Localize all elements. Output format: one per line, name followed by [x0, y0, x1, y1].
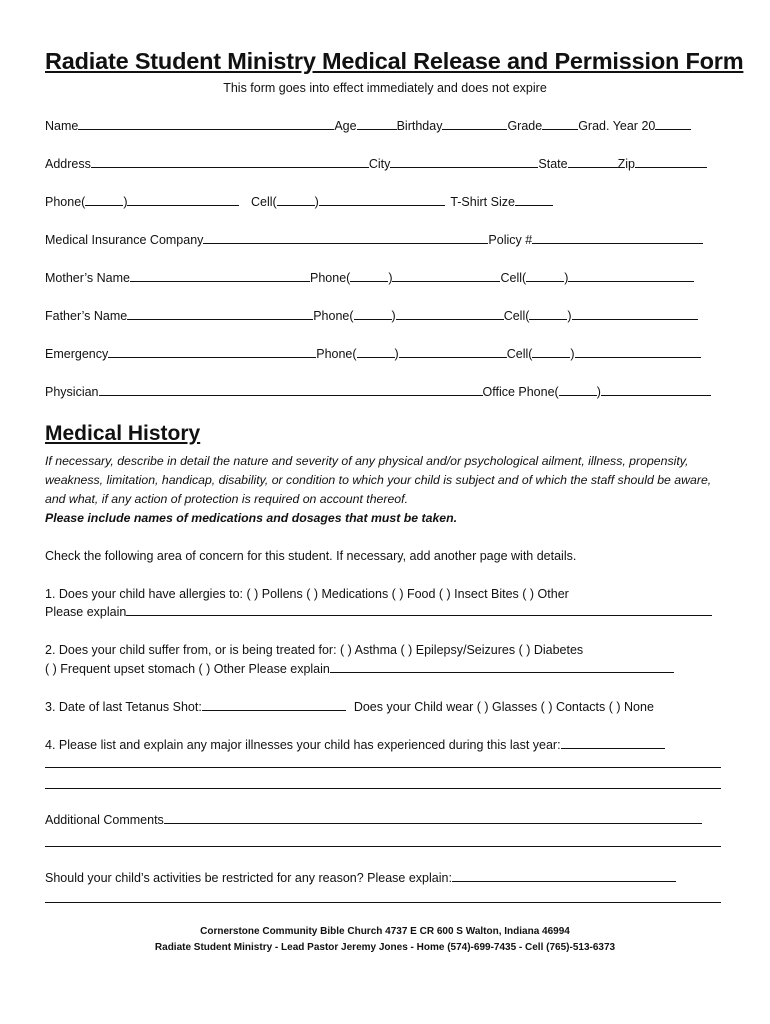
question-1-explain-row	[45, 604, 712, 620]
mother-phone-field[interactable]	[392, 270, 500, 282]
q2-explain-field[interactable]	[330, 661, 674, 673]
age-field[interactable]	[357, 118, 397, 130]
close-paren: )	[391, 309, 396, 323]
restricted-label: Should your child’s activities be restricted for any reason? Please explain:	[45, 871, 452, 885]
mother-cell-label: Cell(	[500, 271, 527, 285]
physician-label: Physician	[45, 385, 99, 399]
emergency-phone-area-field[interactable]	[357, 346, 395, 358]
emergency-name-field[interactable]	[108, 346, 316, 358]
zip-field[interactable]	[635, 156, 707, 168]
physician-row	[45, 384, 711, 400]
age-label: Age	[334, 119, 357, 133]
address-row	[45, 156, 707, 172]
instructions-text: Check the following area of concern for this student. If necessary, add another page with details.	[45, 549, 577, 563]
close-paren: )	[567, 309, 572, 323]
comments-answer-line[interactable]	[45, 846, 721, 847]
mother-cell-area-field[interactable]	[526, 270, 564, 282]
close-paren: )	[388, 271, 393, 285]
question-2-explain-row	[45, 661, 674, 677]
father-phone-field[interactable]	[396, 308, 504, 320]
q4-answer-line-1[interactable]	[45, 767, 721, 768]
description-bold-text: Please include names of medications and dosages that must be taken.	[45, 511, 458, 525]
cell-area-field[interactable]	[277, 194, 315, 206]
restricted-row	[45, 870, 676, 886]
close-paren: )	[564, 271, 569, 285]
close-paren: )	[596, 385, 601, 399]
address-field[interactable]	[91, 156, 369, 168]
birthday-label: Birthday	[396, 119, 443, 133]
cell-close: )	[314, 195, 319, 209]
mother-name-field[interactable]	[130, 270, 310, 282]
father-row	[45, 308, 698, 324]
name-field[interactable]	[78, 118, 334, 130]
emergency-cell-field[interactable]	[575, 346, 701, 358]
comments-label: Additional Comments	[45, 813, 164, 827]
question-4-row	[45, 737, 665, 753]
emergency-cell-label: Cell(	[506, 347, 533, 361]
q1-explain-label: Please explain	[45, 605, 127, 619]
mother-phone-label: Phone(	[310, 271, 351, 285]
grad-year-field[interactable]	[655, 118, 691, 130]
mother-phone-area-field[interactable]	[350, 270, 388, 282]
policy-field[interactable]	[532, 232, 703, 244]
restricted-answer-line[interactable]	[45, 902, 721, 903]
phone-close: )	[123, 195, 128, 209]
form-title: Radiate Student Ministry Medical Release and Permission Form	[45, 48, 744, 74]
office-phone-field[interactable]	[601, 384, 711, 396]
emergency-label: Emergency	[45, 347, 109, 361]
city-field[interactable]	[390, 156, 538, 168]
q2-explain-label: ( ) Frequent upset stomach ( ) Other Please explain	[45, 662, 330, 676]
comments-field[interactable]	[164, 812, 702, 824]
physician-field[interactable]	[99, 384, 483, 396]
state-label: State	[538, 157, 568, 171]
city-label: City	[368, 157, 391, 171]
q4-field[interactable]	[561, 737, 665, 749]
footer-contact-info: Radiate Student Ministry - Lead Pastor Jeremy Jones - Home (574)-699-7435 - Cell (765)-513-6373	[154, 942, 616, 953]
policy-label: Policy #	[488, 233, 533, 247]
mother-row	[45, 270, 694, 286]
mother-label: Mother’s Name	[45, 271, 130, 285]
phone-row	[45, 194, 553, 210]
question-3-row	[45, 699, 654, 715]
close-paren: )	[394, 347, 399, 361]
footer-church-address: Cornerstone Community Bible Church 4737 E CR 600 S Walton, Indiana 46994	[200, 926, 570, 937]
cell-field[interactable]	[319, 194, 445, 206]
birthday-field[interactable]	[442, 118, 507, 130]
name-label: Name	[45, 119, 79, 133]
state-field[interactable]	[568, 156, 618, 168]
phone-label: Phone(	[45, 195, 86, 209]
address-label: Address	[45, 157, 91, 171]
father-cell-area-field[interactable]	[529, 308, 567, 320]
father-name-field[interactable]	[127, 308, 313, 320]
tshirt-label: T-Shirt Size	[450, 195, 515, 209]
q4-label: 4. Please list and explain any major illnesses your child has experienced during this last year:	[45, 738, 561, 752]
close-paren: )	[570, 347, 575, 361]
grade-field[interactable]	[542, 118, 578, 130]
father-phone-label: Phone(	[313, 309, 354, 323]
question-2: 2. Does your child suffer from, or is being treated for: ( ) Asthma ( ) Epilepsy/Seizures ( ) Diabetes	[45, 643, 584, 657]
question-1: 1. Does your child have allergies to: ( ) Pollens ( ) Medications ( ) Food ( ) Insect Bites ( ) Other	[45, 587, 569, 601]
insurance-row	[45, 232, 703, 248]
grade-label: Grade	[507, 119, 543, 133]
emergency-row	[45, 346, 701, 362]
comments-row	[45, 812, 702, 828]
insurance-label: Medical Insurance Company	[45, 233, 204, 247]
emergency-phone-field[interactable]	[399, 346, 507, 358]
medical-history-heading: Medical History	[45, 422, 201, 445]
form-subtitle: This form goes into effect immediately and does not expire	[223, 81, 547, 95]
cell-label: Cell(	[250, 195, 277, 209]
emergency-phone-label: Phone(	[316, 347, 357, 361]
q1-explain-field[interactable]	[126, 604, 712, 616]
tetanus-date-field[interactable]	[202, 699, 346, 711]
eyewear-question: Does your Child wear ( ) Glasses ( ) Contacts ( ) None	[353, 700, 654, 714]
grad-year-label: Grad. Year 20	[578, 119, 656, 133]
description-text: If necessary, describe in detail the nature and severity of any physical and/or psychological ailment, illness, propensity, weakness, limitation, handicap, disability, or condition to which your child is subject and of which the staff should be aware, and what, if any action of protection is required on account thereof.	[45, 454, 712, 506]
father-label: Father’s Name	[45, 309, 128, 323]
insurance-field[interactable]	[203, 232, 488, 244]
father-cell-label: Cell(	[503, 309, 530, 323]
student-info-row	[45, 118, 691, 134]
father-phone-area-field[interactable]	[354, 308, 392, 320]
zip-label: Zip	[617, 157, 635, 171]
phone-area-field[interactable]	[85, 194, 123, 206]
restricted-field[interactable]	[452, 870, 676, 882]
q4-answer-line-2[interactable]	[45, 788, 721, 789]
office-phone-area-field[interactable]	[559, 384, 597, 396]
mother-cell-field[interactable]	[568, 270, 694, 282]
tetanus-label: 3. Date of last Tetanus Shot:	[45, 700, 202, 714]
office-phone-label: Office Phone(	[482, 385, 559, 399]
father-cell-field[interactable]	[572, 308, 698, 320]
emergency-cell-area-field[interactable]	[532, 346, 570, 358]
tshirt-field[interactable]	[515, 194, 553, 206]
medical-history-description	[45, 452, 735, 528]
phone-field[interactable]	[127, 194, 239, 206]
